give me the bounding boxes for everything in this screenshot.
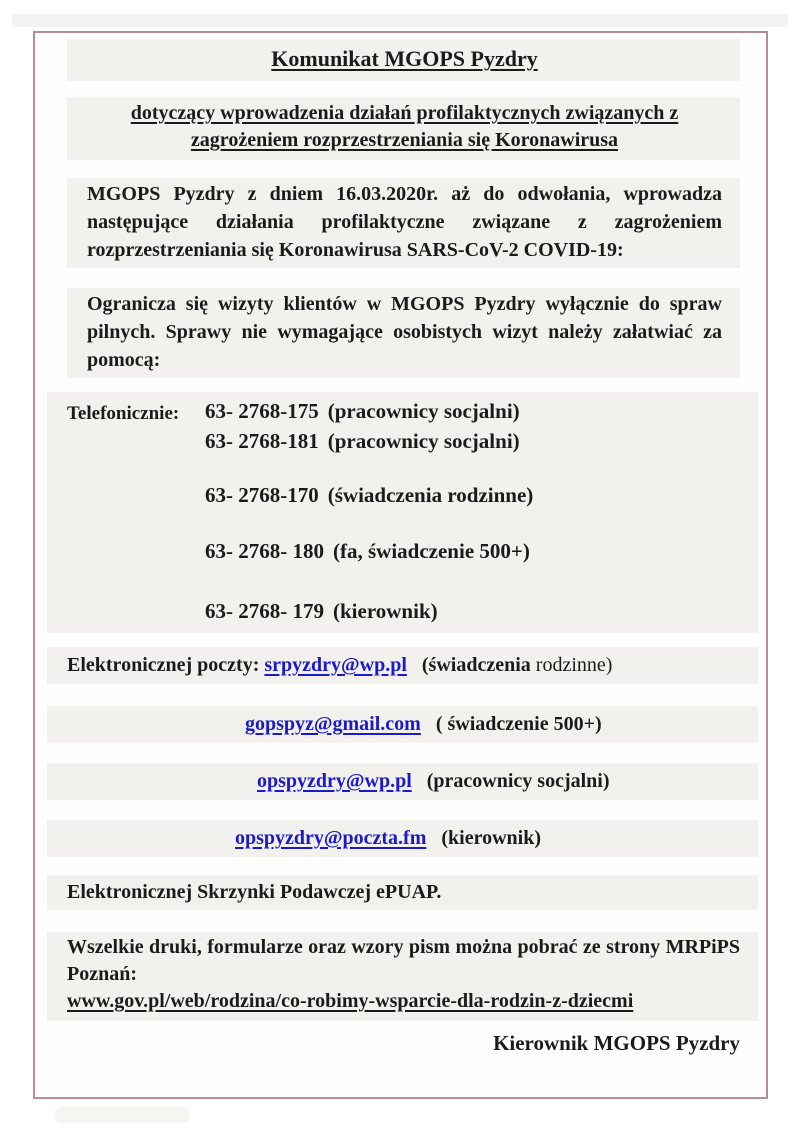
intro-paragraph: MGOPS Pyzdry z dniem 16.03.2020r. aż do odwołania, wprowadza następujące działania profilaktyczne związane z zagrożeniem rozprzestrzeniania się Koronawirusa SARS-CoV-2 COVID-19: <box>67 178 740 268</box>
phone-number: 63- 2768- 180 <box>205 539 324 563</box>
phone-entry <box>67 536 740 566</box>
phone-entry <box>205 426 520 456</box>
document-page <box>33 31 768 1099</box>
phone-stack <box>205 396 520 456</box>
page-title <box>67 39 740 81</box>
email-link[interactable]: opspyzdry@wp.pl <box>257 770 412 792</box>
email-note: (pracownicy socjalni) <box>426 770 610 792</box>
phone-note: (fa, świadczenie 500+) <box>333 539 530 563</box>
email-entry <box>47 763 758 800</box>
phone-entry <box>67 480 740 510</box>
phone-number: 63- 2768-175 <box>205 399 319 423</box>
phone-note: (pracownicy socjalni) <box>327 429 520 453</box>
phone-section <box>47 392 758 633</box>
email-entry <box>47 647 758 684</box>
epuap-line: Elektronicznej Skrzynki Podawczej ePUAP. <box>47 875 758 910</box>
email-link[interactable]: opspyzdry@poczta.fm <box>235 827 427 849</box>
email-note: ( świadczenie 500+) <box>435 713 602 735</box>
phone-note: (świadczenia rodzinne) <box>327 483 534 507</box>
email-entry <box>47 820 758 857</box>
phone-note: (pracownicy socjalni) <box>327 399 520 423</box>
restriction-paragraph: Ogranicza się wizyty klientów w MGOPS Pyzdry wyłącznie do spraw pilnych. Sprawy nie wymagające osobistych wizyt należy załatwiać za pomocą: <box>67 288 740 378</box>
phone-entry <box>67 596 740 626</box>
document-content <box>35 33 766 1021</box>
emails-label: Elektronicznej poczty: <box>67 654 260 676</box>
page-subtitle-text: dotyczący wprowadzenia działań profilaktycznych związanych z zagrożeniem rozprzestrzeniania się Koronawirusa <box>130 102 679 151</box>
email-note <box>422 654 613 676</box>
page-title-text: Komunikat MGOPS Pyzdry <box>271 46 538 71</box>
email-link[interactable]: srpyzdry@wp.pl <box>264 654 407 676</box>
phones-label: Telefonicznie: <box>67 403 180 424</box>
signature-line: Kierownik MGOPS Pyzdry <box>493 1031 740 1055</box>
scan-artifact-bottom <box>55 1106 190 1123</box>
phone-number: 63- 2768-170 <box>205 483 319 507</box>
phone-rows-top <box>67 396 740 456</box>
phone-number: 63- 2768- 179 <box>205 599 324 623</box>
downloads-url-link[interactable]: www.gov.pl/web/rodzina/co-robimy-wsparcie-dla-rodzin-z-dziecmi <box>67 990 634 1012</box>
email-note-tail: rodzinne) <box>535 654 613 676</box>
page-subtitle <box>67 97 740 160</box>
email-note-bold: (świadczenia <box>421 654 531 676</box>
downloads-section <box>47 932 758 1021</box>
email-link[interactable]: gopspyz@gmail.com <box>245 713 421 735</box>
phone-number: 63- 2768-181 <box>205 429 319 453</box>
downloads-text: Wszelkie druki, formularze oraz wzory pism można pobrać ze strony MRPiPS Poznań: <box>67 936 740 985</box>
email-note: (kierownik) <box>441 827 542 849</box>
phone-entry <box>205 396 520 426</box>
phone-note: (kierownik) <box>333 599 438 623</box>
scan-artifact-top <box>12 14 788 27</box>
email-entry <box>47 706 758 743</box>
